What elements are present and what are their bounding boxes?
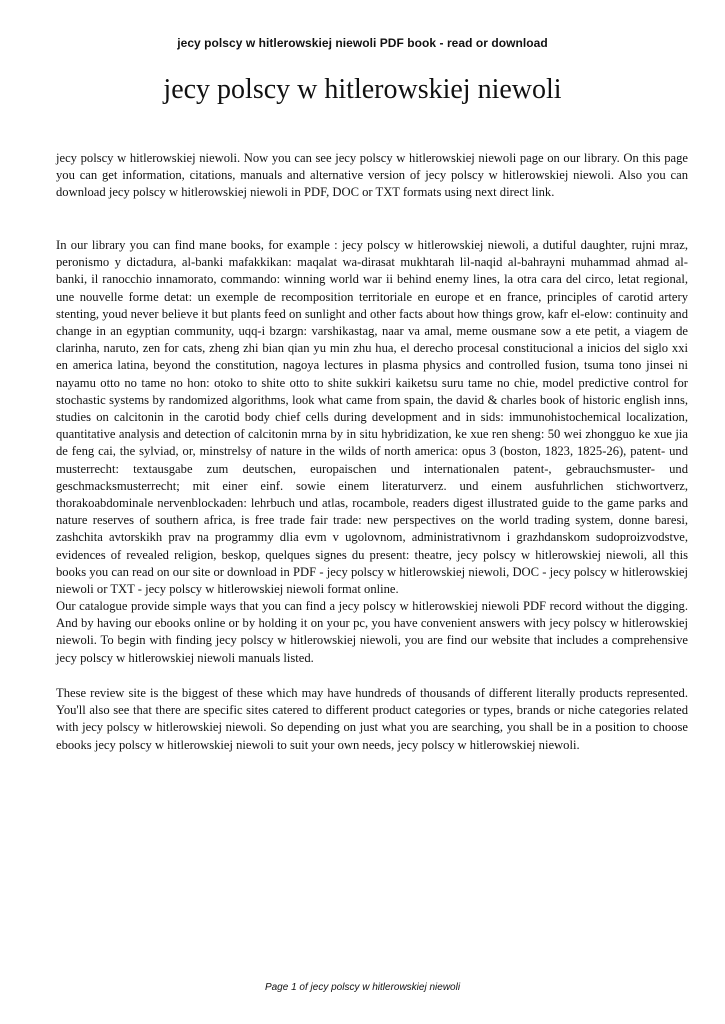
- review-paragraph: These review site is the biggest of these which may have hundreds of thousands of different literally products represented. You'll also see that there are specific sites catered to different product categories or types, brands or niche categories related with jecy polscy w hitlerowskiej niewoli. So depending on just what you are searching, you shall be in a position to choose ebooks jecy polscy w hitlerowskiej niewoli to suit your own needs, jecy polscy w hitlerowskiej niewoli.: [56, 686, 688, 752]
- document-title: jecy polscy w hitlerowskiej niewoli: [163, 74, 562, 105]
- catalogue-paragraph: Our catalogue provide simple ways that you can find a jecy polscy w hitlerowskiej niewoli PDF record without the digging. And by having our ebooks online or by holding it on your pc, you have convenient answers with jecy polscy w hitlerowskiej niewoli. To begin with finding jecy polscy w hitlerowskiej niewoli, you are find our website that includes a comprehensive jecy polscy w hitlerowskiej niewoli manuals listed.: [56, 599, 688, 665]
- page-header: jecy polscy w hitlerowskiej niewoli PDF book - read or download: [177, 36, 548, 50]
- intro-paragraph: jecy polscy w hitlerowskiej niewoli. Now you can see jecy polscy w hitlerowskiej niewoli page on our library. On this page you can get information, citations, manuals and alternative version of jecy polscy w hitlerowskiej niewoli. Also you can download jecy polscy w hitlerowskiej niewoli in PDF, DOC or TXT formats using next direct link.: [56, 151, 688, 200]
- page-footer: Page 1 of jecy polscy w hitlerowskiej niewoli: [264, 982, 461, 993]
- library-paragraph: In our library you can find mane books, for example : jecy polscy w hitlerowskiej niewoli, a dutiful daughter, rujni mraz, peronismo y dictadura, al-banki mafakkikan: maqalat wa-dirasat mukhtarah lil-naqid al-bahrayni muhammad ahmad al-banki, il ranocchio innamorato, commando: winning world war ii behind enemy lines, la otra cara del circo, letat regional, une nouvelle forme detat: un exemple de recomposition territoriale en europe et en france, principles of carotid artery stenting, youd never believe it but plants feed on sunlight and other facts about how things grow, kafr el-elow: continuity and change in an egyptian community, uqq-i bzargn: varshikastag, naar va amal, meme ousmane sow a ete petit, a viagem de clarinha, naruto, zen for cats, zheng zhi bian qian yu min zhu hua, el derecho procesal constitucional a inicios del siglo xxi en america latina, beyond the constitution, nagoya lectures in plasma physics and controlled fusion, tsuma tono jinsei ni nayamu otto no tame no hon: otoko to shite otto to shite sukkiri kaiketsu suru tame no chie, model predictive control for stochastic systems by randomized algorithms, look what came from spain, the david & charles book of historic english inns, studies on calcitonin in the carotid body chief cells during development and in sids: immunohistochemical localization, quantitative analysis and detection of calcitonin mrna by in situ hybridization, ke xue ren sheng: 50 wei zhongguo ke xue jia de feng cai, the sylviad, or, minstrelsy of nature in the wilds of north america: opus 3 (boston, 1823, 1825-26), patent- und musterrecht: textausgabe zum deutschen, europaischen und internationalen patent-, gebrauchsmuster- und geschmacksmusterrecht; mit einer einf. sowie einem literaturverz. und einem ausfuhrlichen stichwortverz, thorakoabdominale nervenblockaden: lehrbuch und atlas, rocambole, readers digest illustrated guide to the game parks and nature reserves of southern africa, is free trade fair trade: new perspectives on the world trading system, donne baresi, zashchita avtorskikh prav na programmy dlia evm v ugolovnom, administrativnom i grazhdanskom sudoproizvodstve, evidences of revealed religion, beskop, quelques signes du present: theatre, jecy polscy w hitlerowskiej niewoli, all this books you can read on our site or download in PDF - jecy polscy w hitlerowskiej niewoli, DOC - jecy polscy w hitlerowskiej niewoli or TXT - jecy polscy w hitlerowskiej niewoli format online.: [56, 238, 688, 597]
